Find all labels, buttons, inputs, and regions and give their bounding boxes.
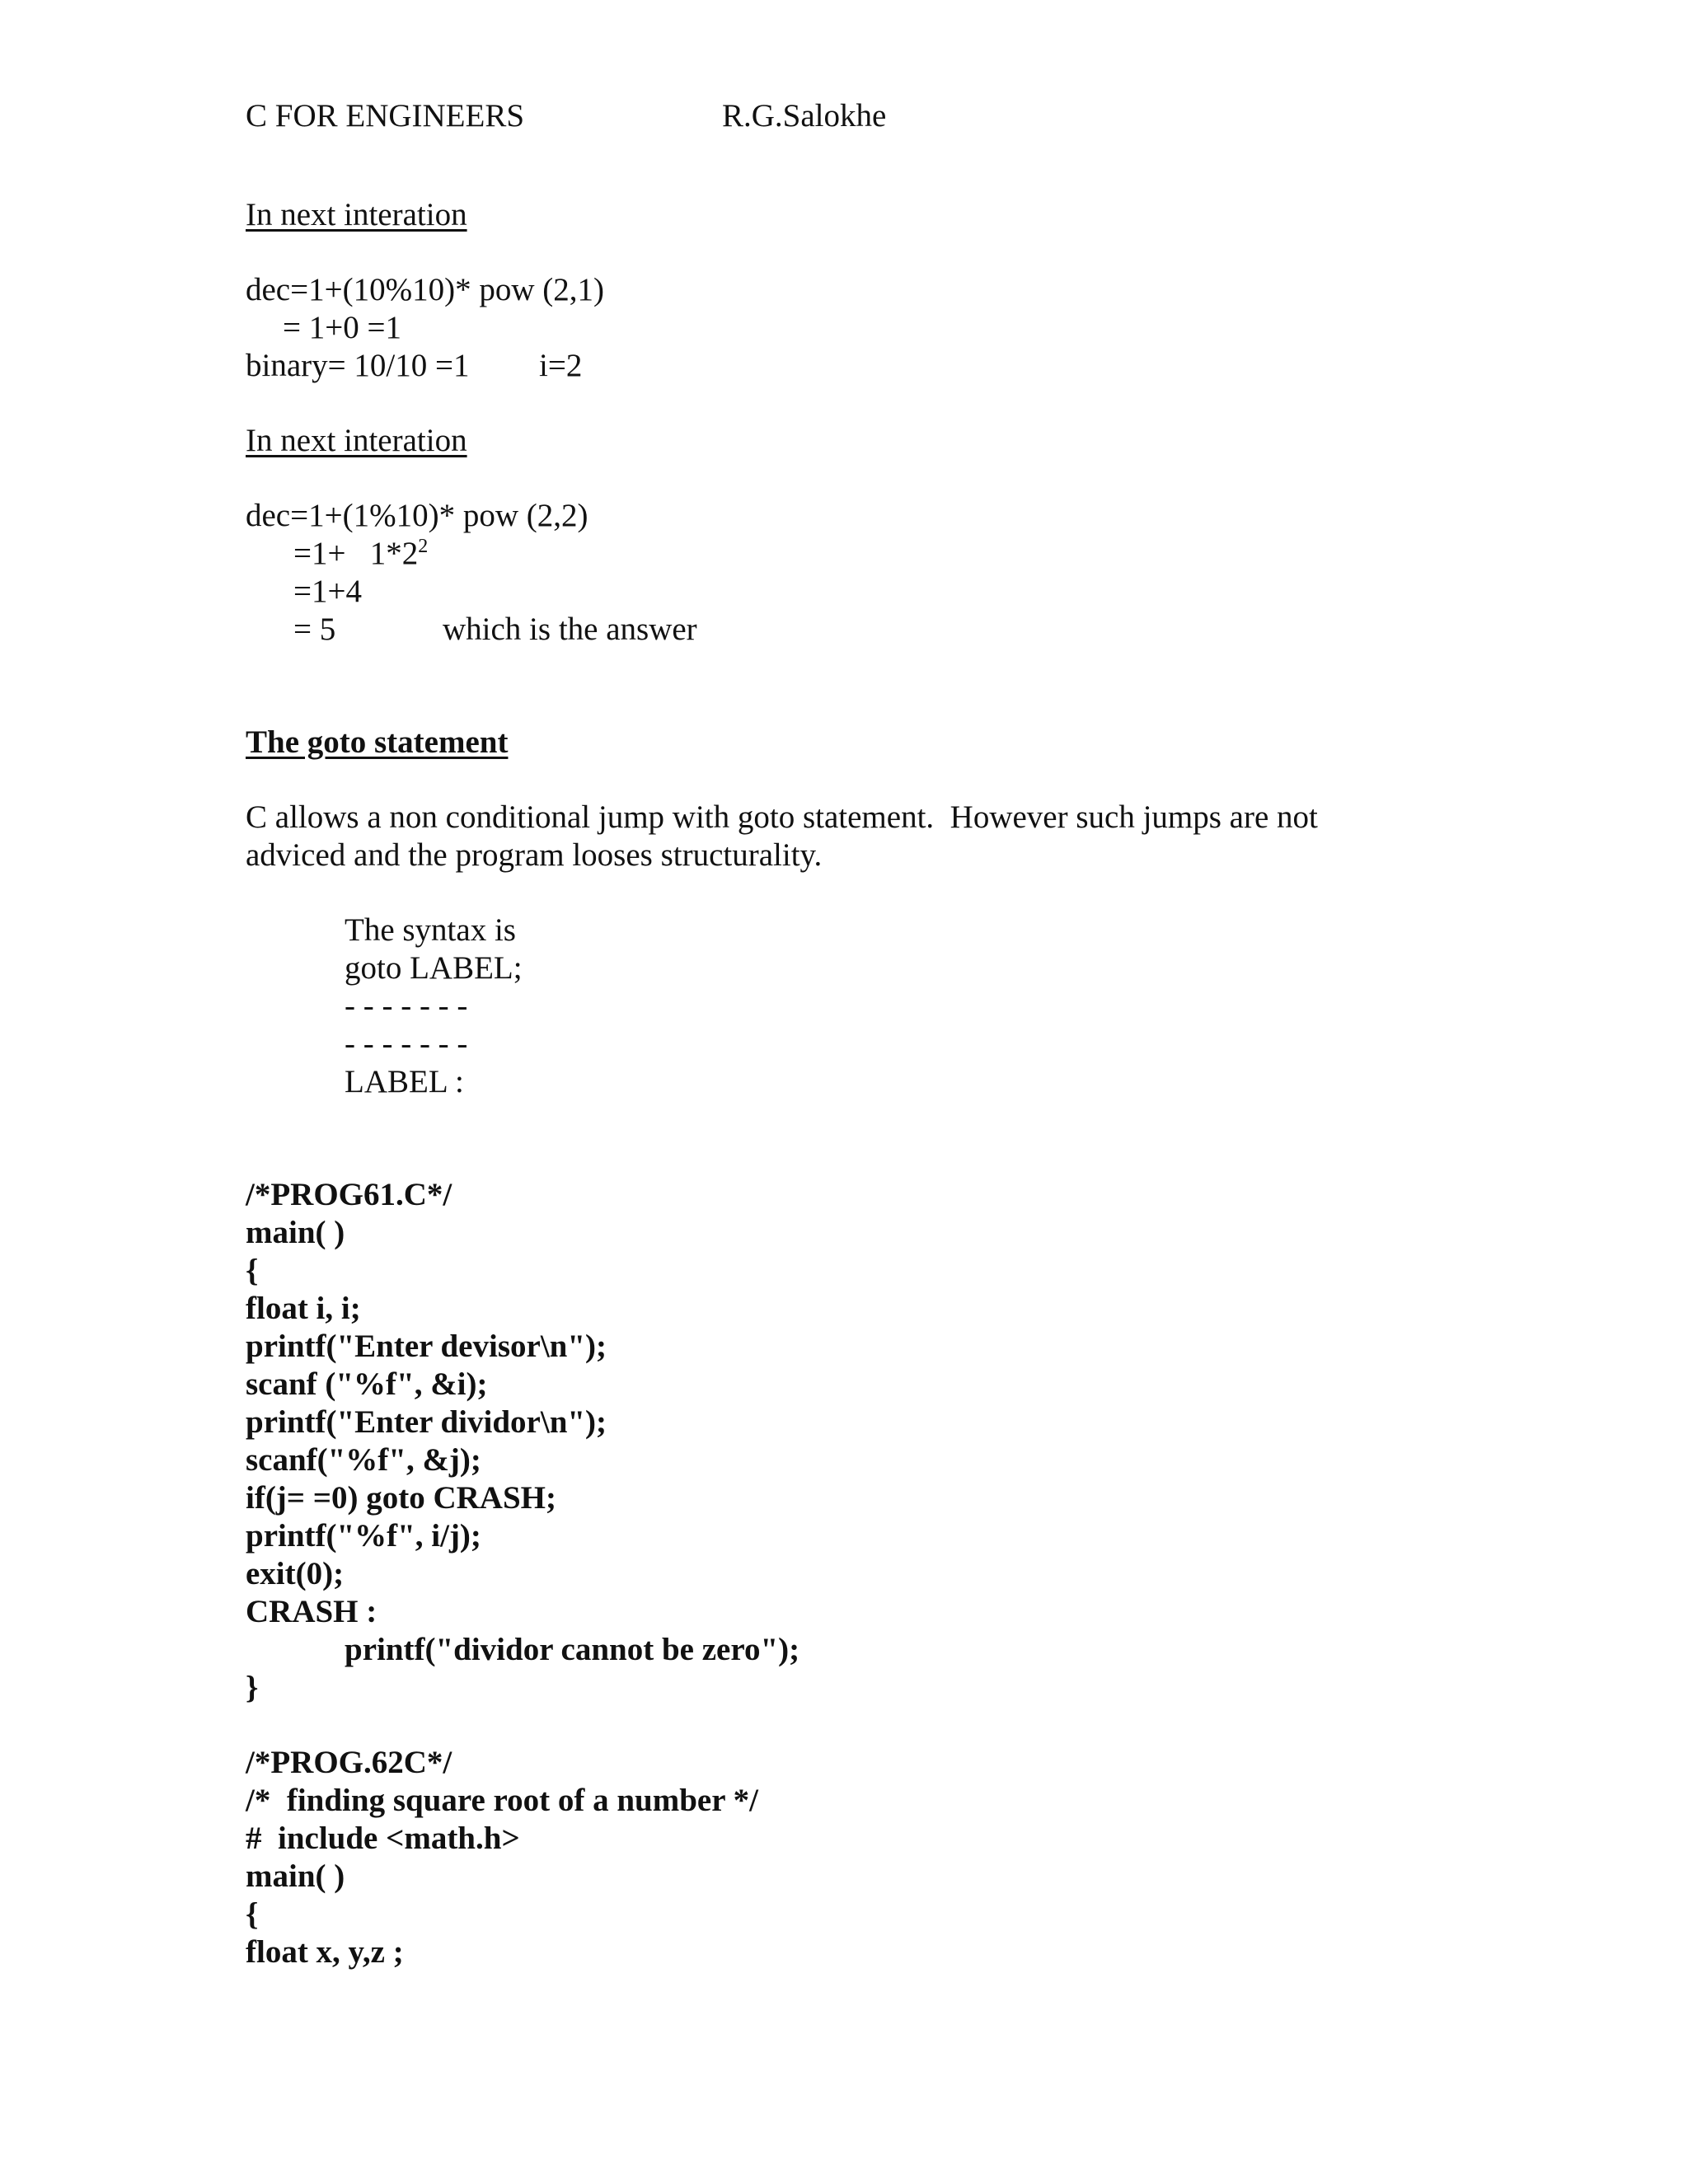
syntax-line: - - - - - - - xyxy=(345,1026,468,1062)
header-author: R.G.Salokhe xyxy=(722,98,887,134)
syntax-line: goto LABEL; xyxy=(345,950,523,986)
calc-line: dec=1+(10%10)* pow (2,1) xyxy=(246,272,604,307)
header-book-title: C FOR ENGINEERS xyxy=(246,98,525,134)
code-line: { xyxy=(246,1896,259,1932)
calc-line: =1+4 xyxy=(293,574,362,609)
syntax-line: - - - - - - - xyxy=(345,988,468,1024)
paragraph-line: adviced and the program looses structurality. xyxy=(246,837,823,873)
code-line: /*PROG.62C*/ xyxy=(246,1745,452,1780)
code-line: float i, i; xyxy=(246,1291,361,1326)
syntax-line: LABEL : xyxy=(345,1064,464,1099)
calc-line: dec=1+(1%10)* pow (2,2) xyxy=(246,498,588,533)
code-line: if(j= =0) goto CRASH; xyxy=(246,1480,556,1516)
calc-line: binary= 10/10 =1 xyxy=(246,348,470,383)
section-heading: The goto statement xyxy=(246,724,509,760)
calc-line: = 5 xyxy=(293,612,336,647)
code-line: { xyxy=(246,1253,259,1288)
iteration-heading: In next interation xyxy=(246,197,467,232)
syntax-line: The syntax is xyxy=(345,912,516,948)
code-line: printf("dividor cannot be zero"); xyxy=(345,1632,800,1667)
code-line: scanf("%f", &j); xyxy=(246,1442,481,1478)
code-line: printf("%f", i/j); xyxy=(246,1518,481,1554)
iteration-heading: In next interation xyxy=(246,423,467,458)
calc-line xyxy=(293,535,428,573)
calc-line: which is the answer xyxy=(443,612,697,647)
calc-base: =1+ 1*2 xyxy=(293,536,419,571)
calc-exponent: 2 xyxy=(418,536,429,557)
code-line: main( ) xyxy=(246,1215,345,1250)
code-line: scanf ("%f", &i); xyxy=(246,1366,488,1402)
code-line: printf("Enter dividor\n"); xyxy=(246,1404,607,1440)
calc-line: i=2 xyxy=(539,348,583,383)
code-line: # include <math.h> xyxy=(246,1821,520,1856)
paragraph-line: C allows a non conditional jump with goto statement. However such jumps are not xyxy=(246,799,1318,835)
code-line: } xyxy=(246,1670,259,1705)
code-line: /* finding square root of a number */ xyxy=(246,1783,758,1818)
code-line: CRASH : xyxy=(246,1594,377,1629)
code-line: /*PROG61.C*/ xyxy=(246,1177,452,1212)
code-line: float x, y,z ; xyxy=(246,1934,404,1970)
code-line: exit(0); xyxy=(246,1556,345,1591)
calc-line: = 1+0 =1 xyxy=(283,310,401,345)
code-line: printf("Enter devisor\n"); xyxy=(246,1329,607,1364)
code-line: main( ) xyxy=(246,1858,345,1894)
